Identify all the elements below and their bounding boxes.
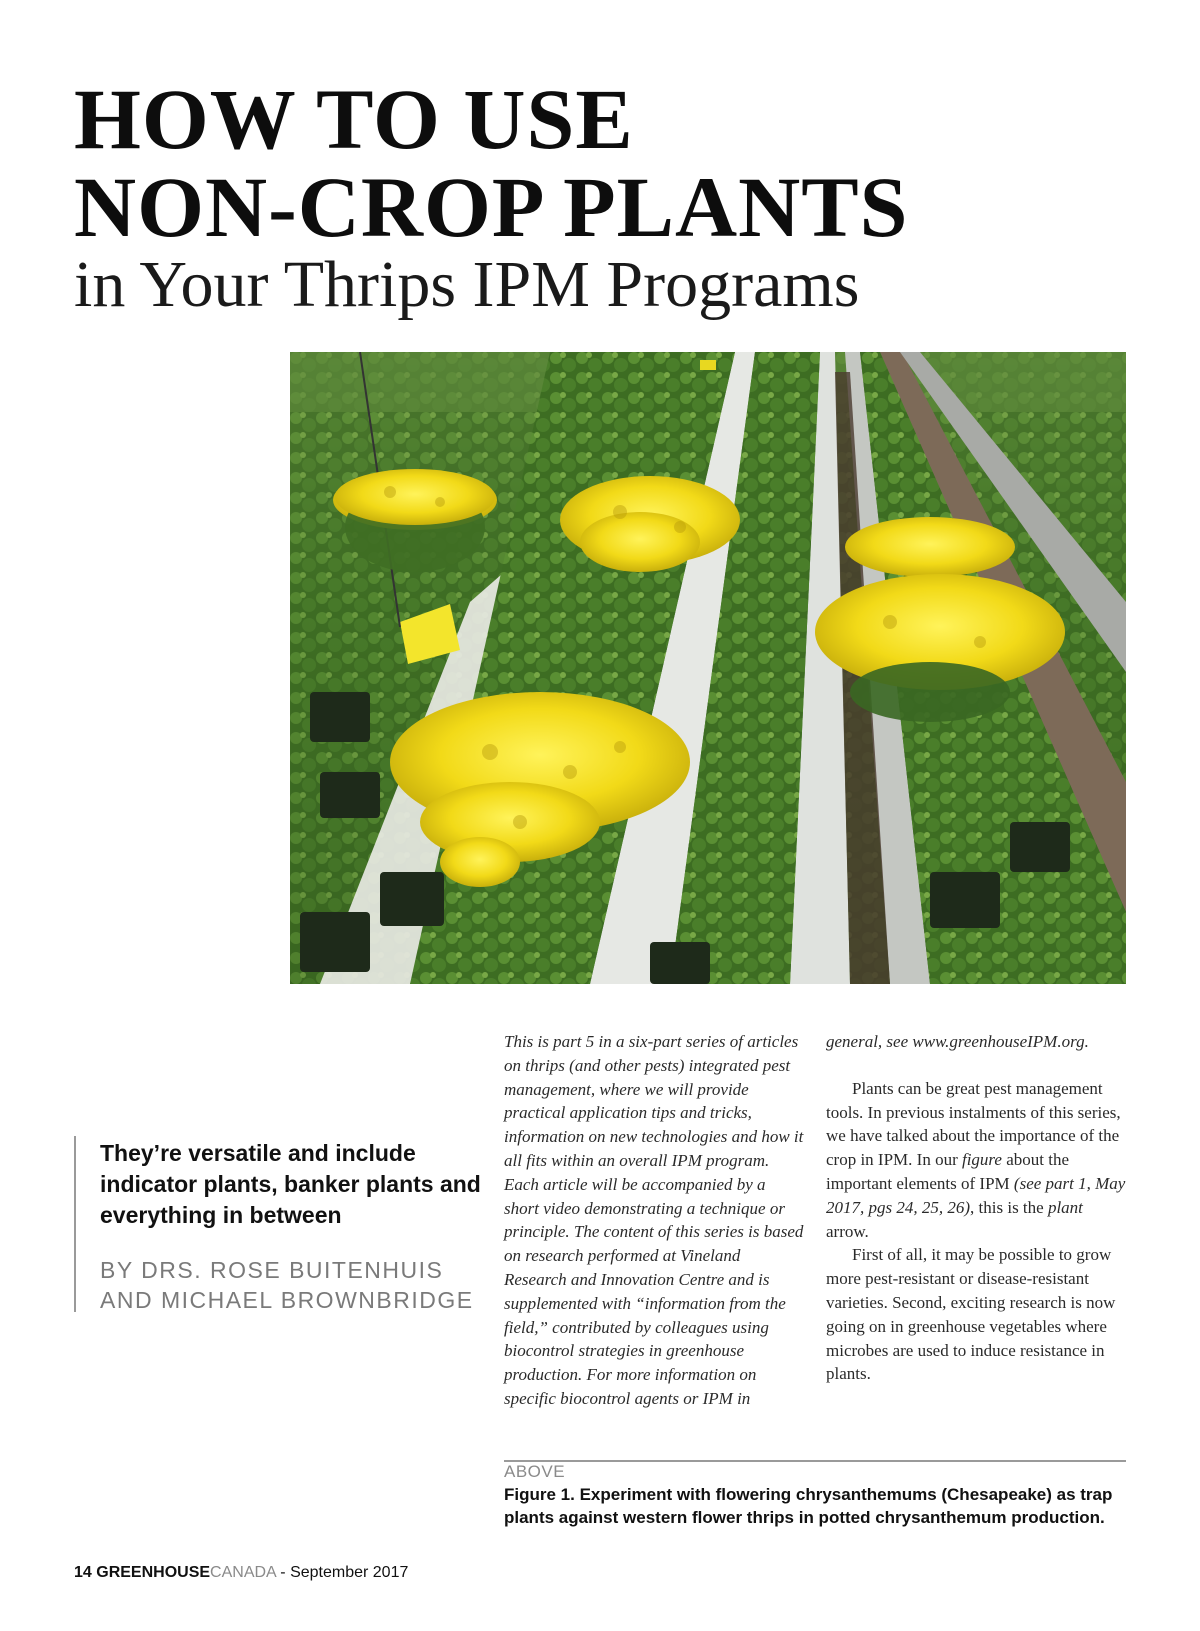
body-column [826, 1030, 1126, 1386]
body-text: , this is the [970, 1197, 1048, 1217]
intro-continuation: general, see www.greenhouseIPM.org. [826, 1032, 1089, 1051]
intro-column [504, 1030, 804, 1411]
deck-text: They’re versatile and include indicator plants, banker plants and everything in between [100, 1140, 481, 1228]
issue-date: - September 2017 [280, 1564, 409, 1581]
caption-label: ABOVE [504, 1462, 566, 1481]
body-text-italic: figure [961, 1150, 1002, 1170]
byline [100, 1255, 494, 1315]
caption-divider [504, 1460, 1126, 1462]
figure-caption: Figure 1. Experiment with flowering chrysanthemums (Chesapeake) as trap plants against western flower thrips in potted chrysanthemum production. [504, 1485, 1113, 1527]
headline-line-2: NON-CROP PLANTS [74, 159, 909, 255]
body-reference: (see part 1, May 2017, pgs 24, 25, 26) [826, 1173, 1126, 1217]
body-text: arrow. [826, 1221, 869, 1241]
byline-line-1: BY DRS. ROSE BUITENHUIS [100, 1257, 444, 1283]
body-text: Plants can be great pest management tools. In previous instalments of this series, we have talked about the importance of the crop in IPM. In our [826, 1078, 1121, 1170]
body-text-italic: plant [1047, 1197, 1083, 1217]
article-deck [74, 1136, 494, 1312]
magazine-name-suffix: CANADA [210, 1564, 276, 1581]
body-paragraph-1 [826, 1077, 1126, 1244]
body-text: about the important elements of IPM [826, 1150, 1070, 1193]
headline-line-1: HOW TO USE [74, 71, 634, 167]
greenhouse-photo [290, 352, 1126, 984]
intro-text: This is part 5 in a six-part series of articles on thrips (and other pests) integrated pest management, where we will provide practical application tips and tricks, information on new technologies and how it all fits within an overall IPM program. Each article will be accompanied by a short video demonstrating a technique or principle. The content of this series is based on research performed at Vineland Research and Innovation Centre and is supplemented with “information from the field,” contributed by colleagues using biocontrol strategies in greenhouse production. For more information on specific biocontrol agents or IPM in [504, 1032, 804, 1408]
headline-subtitle: in Your Thrips IPM Programs [74, 248, 860, 321]
body-paragraph-2: First of all, it may be possible to grow more pest-resistant or disease-resistant varieties. Second, exciting research is now going on in greenhouse vegetables where microbes are used to induce resistance in plants. [826, 1245, 1116, 1384]
page-number: 14 [74, 1564, 92, 1581]
magazine-name: GREENHOUSE [96, 1564, 211, 1581]
page-footer [74, 1563, 408, 1583]
byline-line-2: AND MICHAEL BROWNBRIDGE [100, 1287, 474, 1313]
